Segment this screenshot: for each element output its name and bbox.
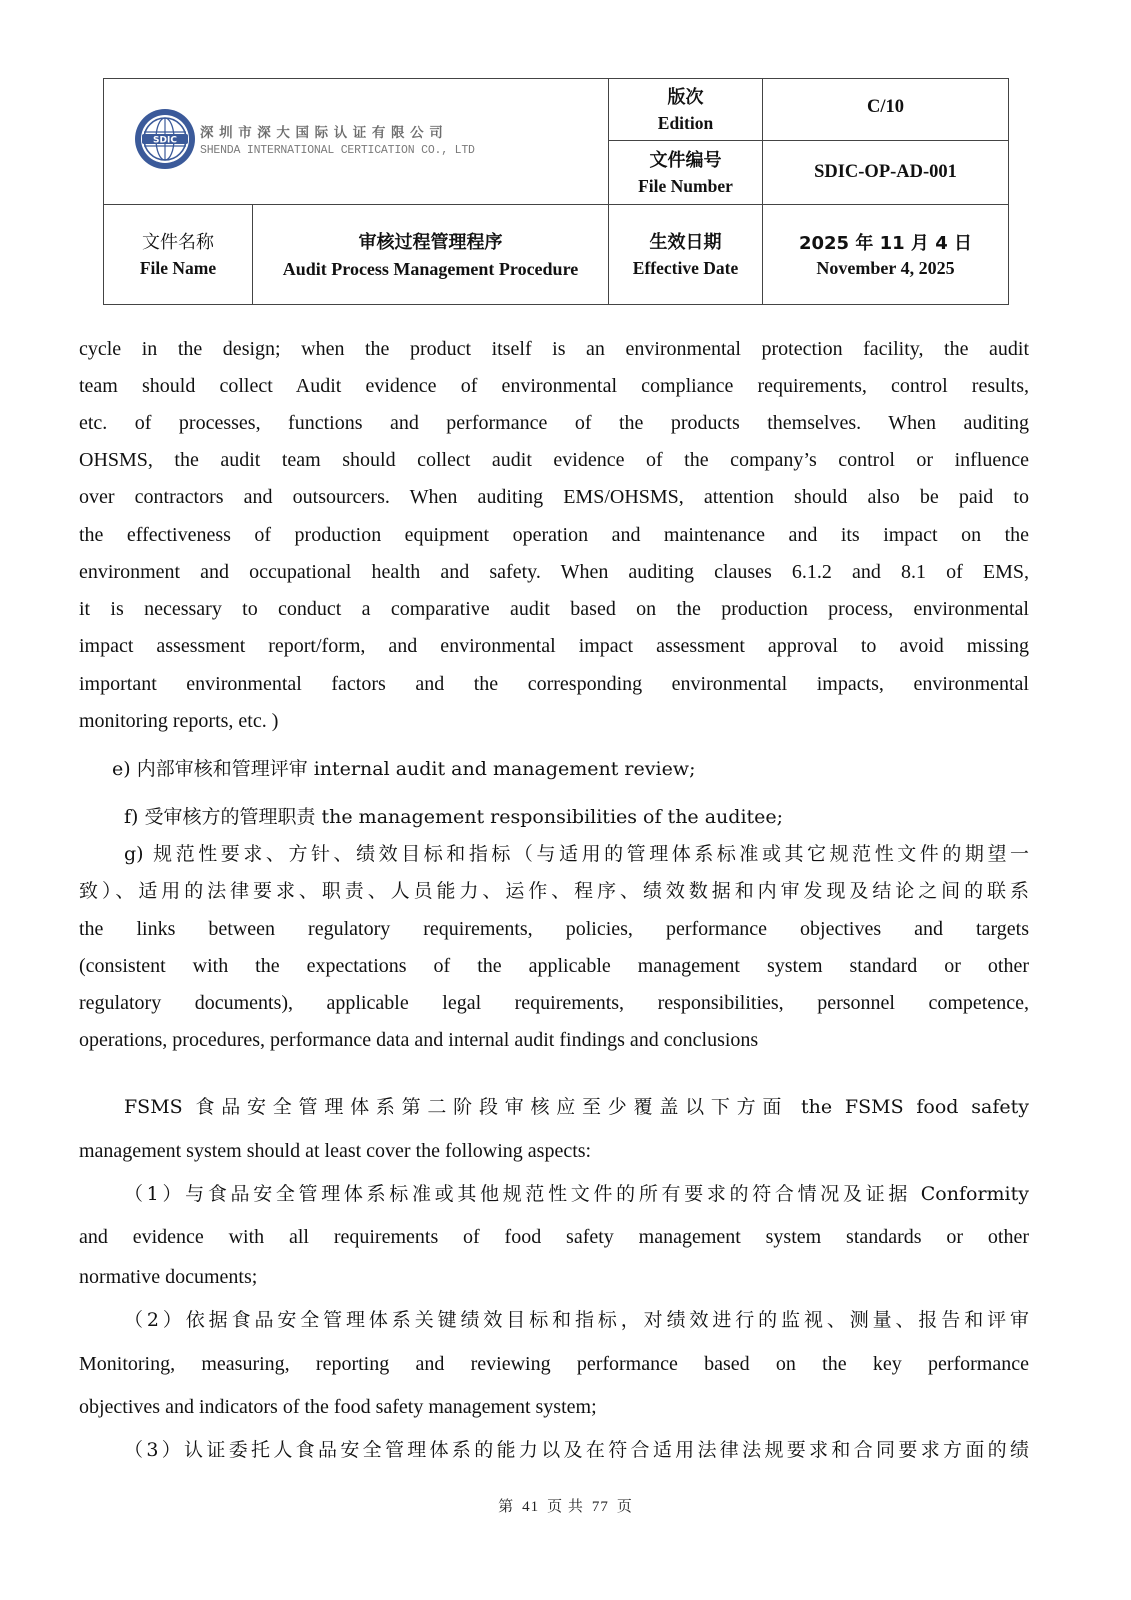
sdic-globe-logo-icon: [134, 108, 196, 170]
document-header-table: [103, 78, 1009, 305]
body-line: the effectiveness of production equipment operation and maintenance and its impact on the: [79, 524, 1029, 546]
svg-text:SDIC: SDIC: [153, 135, 177, 145]
list-item-g: g) 规范性要求、方针、绩效目标和指标（与适用的管理体系标准或其它规范性文件的期望一: [124, 843, 1029, 865]
body-line: 致）、适用的法律要求、职责、人员能力、运作、程序、绩效数据和内审发现及结论之间的联系: [79, 880, 1029, 902]
body-line: management system should at least cover the following aspects:: [79, 1140, 592, 1162]
body-line: monitoring reports, etc. ): [79, 710, 279, 732]
body-line: cycle in the design; when the product itself is an environmental protection facility, the audit: [79, 338, 1029, 360]
body-line: important environmental factors and the corresponding environmental impacts, environmental: [79, 673, 1029, 695]
effective-date-label-cell: [609, 205, 763, 305]
edition-label-cell: [609, 79, 763, 141]
body-line: and evidence with all requirements of food safety management system standards or other: [79, 1226, 1029, 1248]
edition-label-cn: 版次: [667, 86, 704, 108]
effective-date-label-en: Effective Date: [632, 257, 739, 278]
document-title-en: Audit Process Management Procedure: [282, 258, 579, 279]
file-name-label-en: File Name: [139, 257, 217, 278]
file-number-label-cell: [609, 141, 763, 205]
body-line: impact assessment report/form, and environmental impact assessment approval to avoid missing: [79, 635, 1029, 657]
body-line: objectives and indicators of the food safety management system;: [79, 1396, 597, 1418]
file-number-label-cn: 文件编号: [649, 149, 722, 171]
company-logo-cell: [104, 79, 609, 205]
document-title-cn: 审核过程管理程序: [358, 231, 503, 253]
body-line: the links between regulatory requirements, policies, performance objectives and targets: [79, 918, 1029, 940]
fsms-item-2: （2）依据食品安全管理体系关键绩效目标和指标，对绩效进行的监视、测量、报告和评审: [124, 1309, 1029, 1331]
fsms-item-3: （3）认证委托人食品安全管理体系的能力以及在符合适用法律法规要求和合同要求方面的绩: [124, 1439, 1029, 1461]
body-line: environment and occupational health and safety. When auditing clauses 6.1.2 and 8.1 of EMS,: [79, 561, 1029, 583]
file-name-value-cell: [253, 205, 609, 305]
body-line: (consistent with the expectations of the applicable management system standard or other: [79, 955, 1029, 977]
body-line: etc. of processes, functions and performance of the products themselves. When auditing: [79, 412, 1029, 434]
body-line: operations, procedures, performance data and internal audit findings and conclusions: [79, 1029, 759, 1051]
company-name-en: SHENDA INTERNATIONAL CERTICATION CO., LTD: [200, 143, 475, 157]
body-line: over contractors and outsourcers. When auditing EMS/OHSMS, attention should also be paid to: [79, 486, 1029, 508]
body-line: OHSMS, the audit team should collect audit evidence of the company’s control or influence: [79, 449, 1029, 471]
effective-date-label-cn: 生效日期: [649, 231, 722, 253]
body-line: it is necessary to conduct a comparative audit based on the production process, environmental: [79, 598, 1029, 620]
edition-label-en: Edition: [657, 112, 714, 133]
fsms-intro: FSMS 食品安全管理体系第二阶段审核应至少覆盖以下方面 the FSMS food safety: [124, 1096, 1029, 1118]
fsms-item-1: （1）与食品安全管理体系标准或其他规范性文件的所有要求的符合情况及证据 Conformity: [124, 1183, 1029, 1205]
effective-date-value-cell: [763, 205, 1009, 305]
page-suffix: 页: [616, 1499, 633, 1515]
file-name-label-cell: [104, 205, 253, 305]
effective-date-en: November 4, 2025: [816, 257, 955, 278]
company-name-cn: 深圳市深大国际认证有限公司: [200, 124, 449, 141]
file-number-label-en: File Number: [638, 175, 733, 196]
body-line: normative documents;: [79, 1266, 258, 1288]
body-line: regulatory documents), applicable legal requirements, responsibilities, personnel competence,: [79, 992, 1029, 1014]
effective-date-cn: 2025 年 11 月 4 日: [798, 232, 972, 254]
body-line: Monitoring, measuring, reporting and reviewing performance based on the key performance: [79, 1353, 1029, 1375]
file-number-value-cell: [763, 141, 1009, 205]
page-mid: 页 共: [547, 1499, 584, 1515]
file-name-label-cn: 文件名称: [142, 231, 214, 253]
page-prefix: 第: [498, 1499, 515, 1515]
list-item-f: f) 受审核方的管理职责 the management responsibilities of the auditee;: [124, 806, 784, 828]
body-line: team should collect Audit evidence of environmental compliance requirements, control results,: [79, 375, 1029, 397]
page-number: [0, 1495, 1131, 1516]
edition-value-cell: [763, 79, 1009, 141]
edition-value: C/10: [867, 97, 904, 117]
file-number-value: SDIC-OP-AD-001: [814, 162, 957, 182]
page-total: 77: [591, 1499, 609, 1515]
page-current: 41: [522, 1499, 540, 1515]
list-item-e: e) 内部审核和管理评审 internal audit and management review;: [112, 758, 696, 780]
